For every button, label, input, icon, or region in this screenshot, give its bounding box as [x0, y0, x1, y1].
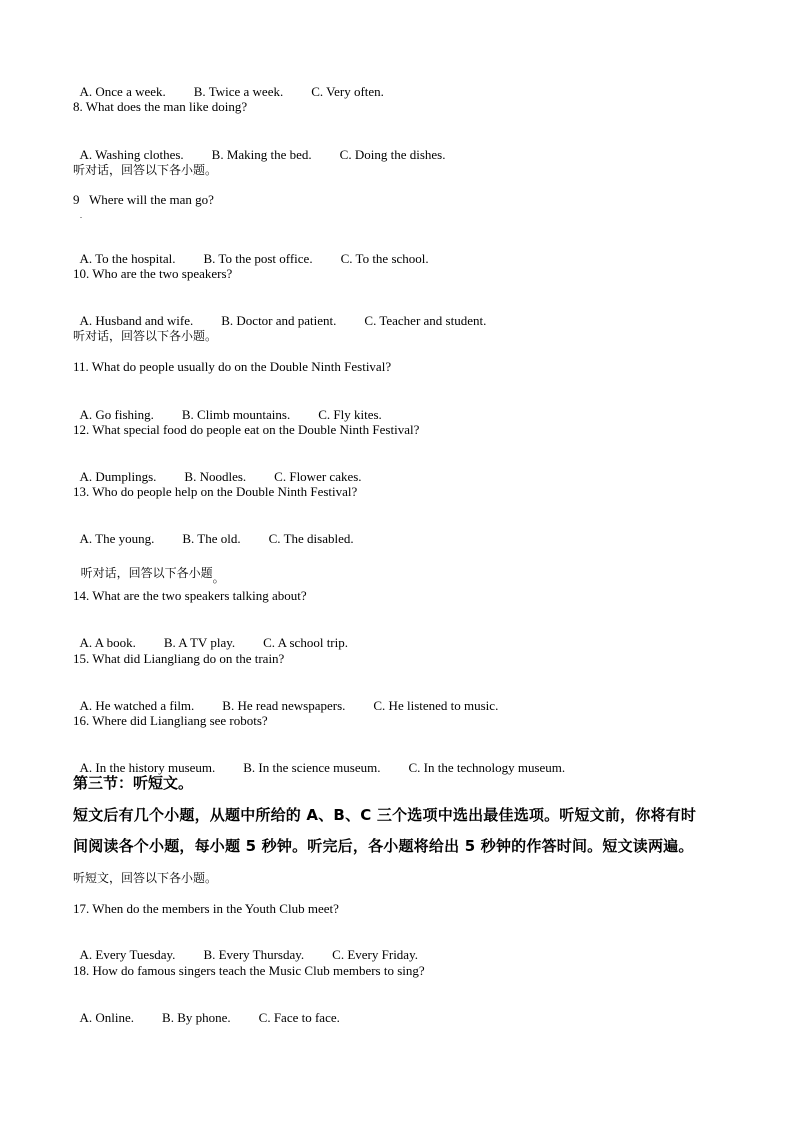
q10-option-c: C. Teacher and student. [364, 313, 487, 328]
q7-option-a: A. Once a week. [79, 84, 166, 99]
q13-options [73, 515, 354, 547]
q8-option-c: C. Doing the dishes. [339, 147, 446, 162]
q12-option-a: A. Dumplings. [79, 469, 157, 484]
q9-options [73, 235, 429, 267]
q18-option-a: A. Online. [79, 1010, 135, 1025]
q17-options [73, 931, 418, 963]
q14-option-a: A. A book. [79, 635, 136, 650]
q10-stem: 10. Who are the two speakers? [73, 266, 233, 281]
q17-option-c: C. Every Friday. [332, 947, 418, 962]
q8-option-b: B. Making the bed. [211, 147, 312, 162]
q9-option-b: B. To the post office. [203, 251, 313, 266]
q10-option-a: A. Husband and wife. [79, 313, 194, 328]
q16-stem: 16. Where did Liangliang see robots? [73, 713, 268, 728]
q18-option-c: C. Face to face. [258, 1010, 340, 1025]
instruction-11-13: 听对话，回答以下各小题。 [73, 329, 218, 343]
instruction-9-10: 听对话，回答以下各小题。 [73, 163, 218, 177]
q8-options [73, 131, 445, 163]
instruction-17-18: 听短文，回答以下各小题。 [73, 871, 218, 885]
q16-option-b: B. In the science museum. [243, 760, 381, 775]
q12-option-c: C. Flower cakes. [274, 469, 362, 484]
q11-options [73, 391, 382, 423]
q16-option-a: A. In the history museum. [79, 760, 216, 775]
q13-option-c: C. The disabled. [268, 531, 354, 546]
q11-option-b: B. Climb mountains. [181, 407, 291, 422]
q9-option-a: A. To the hospital. [79, 251, 176, 266]
instruction-14-16-period: 。 [212, 571, 225, 585]
q14-options [73, 619, 348, 651]
q15-stem: 15. What did Liangliang do on the train? [73, 651, 285, 666]
q18-options [73, 994, 340, 1026]
section3-desc-line1: 短文后有几个小题，从题中所给的 A、B、C 三个选项中选出最佳选项。听短文前，你将有时 [73, 806, 697, 824]
q15-option-a: A. He watched a film. [79, 698, 195, 713]
q7-option-b: B. Twice a week. [193, 84, 284, 99]
q12-option-b: B. Noodles. [184, 469, 247, 484]
q9-stray-dot: . [80, 211, 82, 220]
section3-heading: 第三节：听短文。 [73, 774, 194, 792]
q10-option-b: B. Doctor and patient. [221, 313, 337, 328]
q10-options [73, 297, 486, 329]
q15-options [73, 682, 498, 714]
q12-options [73, 453, 362, 485]
q18-stem: 18. How do famous singers teach the Music Club members to sing? [73, 963, 425, 978]
q8-option-a: A. Washing clothes. [79, 147, 184, 162]
instruction-14-16 [73, 549, 225, 585]
q12-stem: 12. What special food do people eat on the Double Ninth Festival? [73, 422, 420, 437]
section3-desc-line2: 间阅读各个小题，每小题 5 秒钟。听完后，各小题将给出 5 秒钟的作答时间。短文读两遍。 [73, 837, 694, 855]
q18-option-b: B. By phone. [162, 1010, 231, 1025]
q7-option-c: C. Very often. [311, 84, 384, 99]
q11-option-c: C. Fly kites. [318, 407, 382, 422]
q13-option-b: B. The old. [182, 531, 241, 546]
q9-option-c: C. To the school. [340, 251, 429, 266]
q11-option-a: A. Go fishing. [79, 407, 154, 422]
q7-options [73, 68, 384, 100]
instruction-14-16-text: 听对话，回答以下各小题 [80, 566, 213, 580]
q8-stem: 8. What does the man like doing? [73, 99, 248, 114]
q14-stem: 14. What are the two speakers talking about? [73, 588, 307, 603]
q17-stem: 17. When do the members in the Youth Club meet? [73, 901, 339, 916]
q17-option-a: A. Every Tuesday. [79, 947, 176, 962]
q16-options [73, 744, 565, 776]
q9-stem: 9 Where will the man go? [73, 192, 214, 207]
q15-option-b: B. He read newspapers. [222, 698, 346, 713]
q15-option-c: C. He listened to music. [373, 698, 499, 713]
q14-option-b: B. A TV play. [163, 635, 236, 650]
q13-option-a: A. The young. [79, 531, 155, 546]
q14-option-c: C. A school trip. [263, 635, 348, 650]
q11-stem: 11. What do people usually do on the Double Ninth Festival? [73, 359, 392, 374]
q16-option-c: C. In the technology museum. [408, 760, 566, 775]
q13-stem: 13. Who do people help on the Double Ninth Festival? [73, 484, 358, 499]
q17-option-b: B. Every Thursday. [203, 947, 305, 962]
